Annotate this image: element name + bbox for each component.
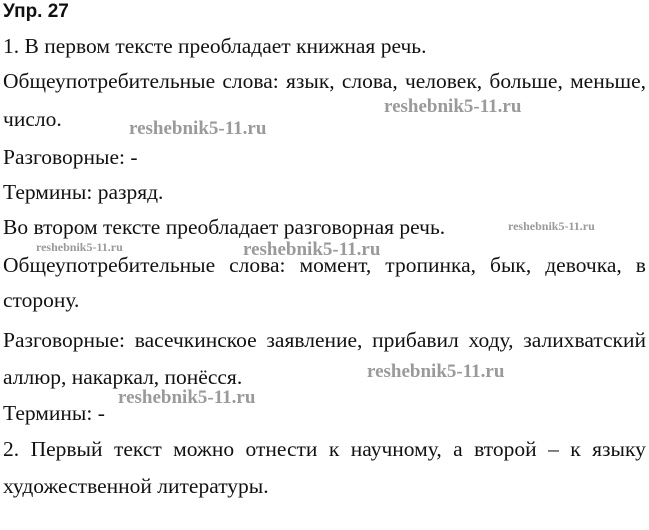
word: васечкинское xyxy=(134,328,257,352)
text-line-1: 1. В первом тексте преобладает книжная речь. xyxy=(3,34,427,58)
word: можно xyxy=(173,437,235,461)
word: 2. xyxy=(3,437,20,461)
text-line-12 xyxy=(3,437,646,461)
word: Первый xyxy=(30,437,103,461)
word: бык, xyxy=(490,253,532,277)
word: в xyxy=(635,253,646,277)
word: второй xyxy=(474,437,537,461)
text-line-11: Термины: - xyxy=(3,401,105,425)
word: слова, xyxy=(341,69,398,93)
text-line-8: сторону. xyxy=(3,288,80,312)
text-line-9 xyxy=(3,328,646,352)
word: к xyxy=(570,437,581,461)
word: залихватский xyxy=(523,328,646,352)
word: язык, xyxy=(286,69,335,93)
watermark: reshebnik5-11.ru xyxy=(243,239,381,260)
word: научному, xyxy=(350,437,442,461)
word: языку xyxy=(592,437,646,461)
word: текст xyxy=(113,437,162,461)
exercise-title: Упр. 27 xyxy=(3,1,69,22)
watermark: reshebnik5-11.ru xyxy=(384,96,522,117)
watermark: reshebnik5-11.ru xyxy=(118,387,256,408)
word: меньше, xyxy=(570,69,646,93)
watermark: reshebnik5-11.ru xyxy=(36,240,123,254)
word: – xyxy=(548,437,559,461)
word: отнести xyxy=(245,437,318,461)
word: девочка, xyxy=(545,253,622,277)
text-line-10: аллюр, накаркал, понёсся. xyxy=(3,365,243,389)
word: человек, xyxy=(404,69,483,93)
word: слова: xyxy=(222,69,279,93)
word: а xyxy=(453,437,463,461)
text-line-5: Термины: разряд. xyxy=(3,180,164,204)
word: Разговорные: xyxy=(3,328,125,352)
word: заявление, xyxy=(266,328,363,352)
word: слова: xyxy=(229,253,286,277)
word: момент, xyxy=(299,253,372,277)
text-line-4: Разговорные: - xyxy=(3,145,138,169)
text-line-13: художественной литературы. xyxy=(3,474,269,498)
word: больше, xyxy=(489,69,563,93)
word: к xyxy=(328,437,340,461)
text-line-6: Во втором тексте преобладает разговорная речь. xyxy=(3,215,446,239)
watermark: reshebnik5-11.ru xyxy=(508,219,595,233)
word: прибавил xyxy=(372,328,459,352)
watermark: reshebnik5-11.ru xyxy=(367,361,505,382)
text-line-2 xyxy=(3,69,646,93)
watermark: reshebnik5-11.ru xyxy=(129,118,267,139)
word: ходу, xyxy=(468,328,514,352)
word: Общеупотребительные xyxy=(3,253,216,277)
word: Общеупотребительные xyxy=(3,69,216,93)
text-line-3: число. xyxy=(3,107,62,131)
word: тропинка, xyxy=(385,253,477,277)
